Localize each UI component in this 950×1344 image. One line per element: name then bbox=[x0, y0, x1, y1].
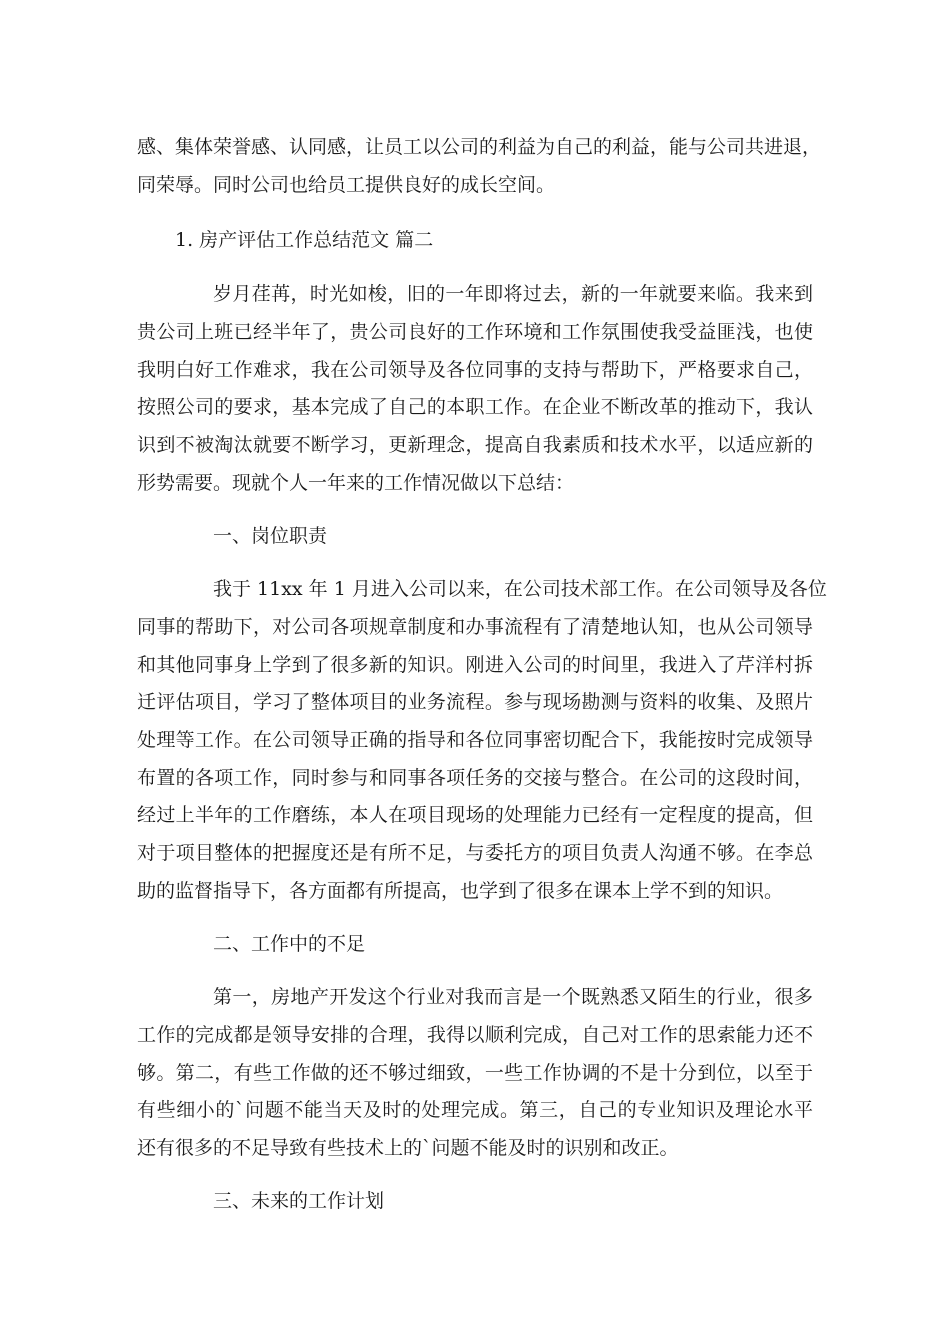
paragraph-line: 岁月荏苒，时光如梭，旧的一年即将过去，新的一年就要来临。我来到 bbox=[213, 283, 813, 305]
paragraph-line: 识到不被淘汰就要不断学习，更新理念，提高自我素质和技术水平，以适应新的 bbox=[137, 434, 813, 456]
paragraph-line: 经过上半年的工作磨练，本人在项目现场的处理能力已经有一定程度的提高，但 bbox=[137, 804, 813, 826]
intro-paragraph-line: 同荣辱。同时公司也给员工提供良好的成长空间。 bbox=[137, 174, 556, 196]
paragraph-line: 迁评估项目，学习了整体项目的业务流程。参与现场勘测与资料的收集、及照片 bbox=[137, 691, 813, 713]
paragraph-line: 我于 11xx 年 1 月进入公司以来，在公司技术部工作。在公司领导及各位 bbox=[213, 578, 827, 600]
section-title: 一、岗位职责 bbox=[213, 525, 328, 547]
paragraph-line: 按照公司的要求，基本完成了自己的本职工作。在企业不断改革的推动下，我认 bbox=[137, 396, 813, 418]
paragraph-line: 布置的各项工作，同时参与和同事各项任务的交接与整合。在公司的这段时间， bbox=[137, 767, 813, 789]
section-title: 三、未来的工作计划 bbox=[213, 1190, 385, 1212]
intro-paragraph-line: 感、集体荣誉感、认同感，让员工以公司的利益为自己的利益，能与公司共进退， bbox=[137, 136, 822, 158]
article-heading: 1. 房产评估工作总结范文 篇二 bbox=[175, 229, 434, 251]
paragraph-line: 还有很多的不足导致有些技术上的`问题不能及时的识别和改正。 bbox=[137, 1137, 679, 1159]
paragraph-line: 和其他同事身上学到了很多新的知识。刚进入公司的时间里，我进入了芹洋村拆 bbox=[137, 654, 813, 676]
paragraph-line: 贵公司上班已经半年了，贵公司良好的工作环境和工作氛围使我受益匪浅，也使 bbox=[137, 321, 813, 343]
paragraph-line: 有些细小的`问题不能当天及时的处理完成。第三，自己的专业知识及理论水平 bbox=[137, 1099, 813, 1121]
paragraph-line: 第一，房地产开发这个行业对我而言是一个既熟悉又陌生的行业，很多 bbox=[213, 986, 813, 1008]
paragraph-line: 处理等工作。在公司领导正确的指导和各位同事密切配合下，我能按时完成领导 bbox=[137, 729, 813, 751]
paragraph-line: 形势需要。现就个人一年来的工作情况做以下总结： bbox=[137, 472, 575, 494]
paragraph-line: 我明白好工作难求，我在公司领导及各位同事的支持与帮助下，严格要求自己， bbox=[137, 359, 813, 381]
paragraph-line: 助的监督指导下，各方面都有所提高，也学到了很多在课本上学不到的知识。 bbox=[137, 880, 784, 902]
paragraph-line: 对于项目整体的把握度还是有所不足，与委托方的项目负责人沟通不够。在李总 bbox=[137, 842, 813, 864]
paragraph-line: 工作的完成都是领导安排的合理，我得以顺利完成，自己对工作的思索能力还不 bbox=[137, 1024, 813, 1046]
paragraph-line: 够。第二，有些工作做的还不够过细致，一些工作协调的不是十分到位，以至于 bbox=[137, 1062, 813, 1084]
section-title: 二、工作中的不足 bbox=[213, 933, 366, 955]
paragraph-line: 同事的帮助下，对公司各项规章制度和办事流程有了清楚地认知，也从公司领导 bbox=[137, 616, 813, 638]
